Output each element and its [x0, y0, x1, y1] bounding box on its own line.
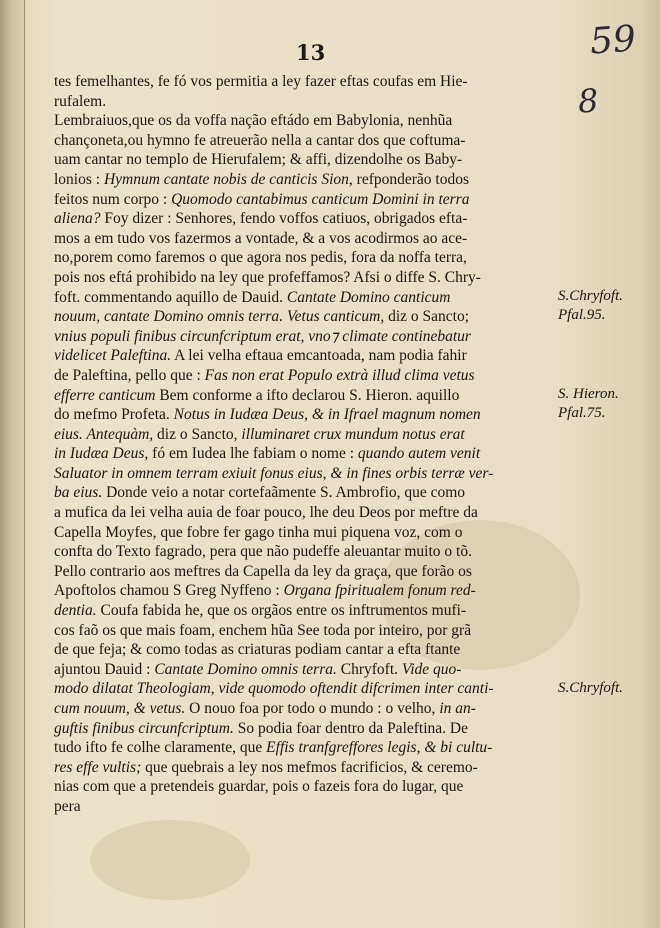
text-run: no,porem como faremos o que agora nos pedis, fora da noffa terra, — [54, 249, 467, 267]
margin-note: Pfal.75. — [558, 405, 606, 422]
latin-quotation: Cantate Domino omnis terra. — [154, 660, 337, 678]
text-run: Lembraiuos,que os da voffa nação eftádo em Babylonia, nenhũa — [54, 112, 453, 130]
text-line — [54, 523, 554, 543]
text-line — [54, 562, 554, 582]
handwritten-mark: 8 — [576, 81, 600, 121]
text-line — [54, 601, 554, 621]
text-line — [54, 327, 554, 347]
latin-quotation: Fas non erat Populo extrà illud clima vetus — [204, 366, 475, 384]
text-run: Capella Moyfes, que fobre fer gago tinha mui piquena voz, com o — [54, 523, 463, 541]
latin-quotation: Quomodo cantabimus canticum Domini in terra — [171, 190, 470, 208]
text-run: , refponderão todos — [348, 170, 469, 188]
latin-quotation: eius. Antequàm, — [54, 425, 154, 443]
text-line — [54, 758, 554, 778]
latin-quotation: dentia. — [54, 602, 97, 620]
text-run: que quebrais a ley nos mefmos facrificios, & ceremo- — [141, 758, 478, 776]
text-line — [54, 288, 554, 308]
text-run: fó em Iudea lhe fabiam o nome : — [148, 445, 358, 463]
text-line — [54, 738, 554, 758]
text-run: mos a em tudo vos fazermos a vontade, & a vos acodirmos ao ace- — [54, 229, 468, 247]
text-line — [54, 679, 554, 699]
text-run: foft. commentando aquillo de Dauid. — [54, 288, 287, 306]
text-line — [54, 386, 554, 406]
text-line — [54, 131, 554, 151]
text-line — [54, 72, 554, 92]
text-line — [54, 405, 554, 425]
latin-quotation: Organa fpiritualem fonum red- — [283, 582, 476, 600]
text-run: de que feja; & como todas as criaturas podiam cantar a efta ftante — [54, 641, 461, 659]
text-line — [54, 248, 554, 268]
text-run: Pello contrario aos meftres da Capella da ley da graça, que forão os — [54, 562, 472, 580]
text-run: do mefmo Profeta. — [54, 406, 174, 424]
text-line — [54, 92, 554, 112]
text-line — [54, 170, 554, 190]
text-run: Bem conforme a ifto declarou S. Hieron. aquillo — [155, 386, 460, 404]
text-run: diz o Sancto, — [153, 425, 242, 443]
latin-quotation: efferre canticum — [54, 386, 156, 404]
latin-quotation: Notus in Iudæa Deus, & in Ifrael magnum nomen — [173, 406, 481, 424]
text-run: O nouo foa por todo o mundo : o velho, — [185, 700, 440, 717]
margin-note: S.Chryfoft. — [558, 679, 624, 696]
body-text — [54, 72, 554, 817]
latin-quotation: ba eius. — [54, 484, 103, 502]
latin-quotation: Saluator in omnem terram exiuit fonus eius, & in fines orbis terræ ver- — [54, 464, 494, 482]
text-line — [54, 483, 554, 503]
text-run: Chryfoft. — [336, 660, 402, 678]
handwritten-folio-number: 59 — [588, 18, 638, 63]
text-line — [54, 150, 554, 170]
text-run: chançoneta,ou hymno fe atreuerão nella a cantar dos que coftuma- — [54, 131, 466, 149]
text-line — [54, 797, 554, 817]
text-run: Apoftolos chamou S Greg Nyffeno : — [54, 582, 284, 600]
text-line — [54, 660, 554, 680]
text-run: ajuntou Dauid : — [54, 660, 155, 678]
text-run: de Paleftina, pello que : — [54, 366, 205, 384]
text-line — [54, 719, 554, 739]
text-line — [54, 190, 554, 210]
paper-stain — [90, 820, 250, 900]
text-line — [54, 307, 554, 327]
text-line — [54, 209, 554, 229]
latin-quotation: Cantate Domino canticum — [286, 288, 451, 306]
latin-quotation: aliena? — [54, 210, 101, 228]
margin-note: S. Hieron. — [558, 385, 619, 402]
latin-quotation: nouum, cantate Domino omnis terra. Vetus canticum — [54, 308, 381, 326]
text-line — [54, 111, 554, 131]
latin-quotation: videlicet Paleftina. — [54, 347, 172, 365]
latin-quotation: guftis finibus circunfcriptum. — [54, 719, 234, 737]
latin-quotation: quando autem venit — [357, 445, 481, 463]
margin-note: Pfal.95. — [558, 307, 606, 324]
text-run: tudo ifto fe colhe claramente, que — [54, 739, 267, 757]
text-line — [54, 581, 554, 601]
text-run: confta do Texto fagrado, pera que não pudeffe aleuantar muito o tõ. — [54, 543, 472, 561]
page-number: 13 — [296, 40, 326, 65]
latin-quotation: Effis tranfgreffores legis, & bi cultu- — [266, 739, 493, 757]
text-run: Coufa fabida he, que os orgãos entre os inftrumentos mufi- — [96, 602, 467, 620]
latin-quotation: modo dilatat Theologiam, vide quomodo oftendit difcrimen inter canti- — [54, 680, 494, 698]
text-line — [54, 346, 554, 366]
latin-quotation: in Iudæa Deus, — [54, 445, 149, 463]
text-line — [54, 425, 554, 445]
text-line — [54, 229, 554, 249]
latin-quotation: illuminaret crux mundum notus erat — [241, 425, 465, 443]
text-run: A lei velha eftaua emcantoada, nam podia fahir — [171, 347, 467, 365]
text-run: pera — [54, 797, 81, 815]
text-run: lonios : — [54, 170, 104, 188]
text-run: uam cantar no templo de Hierufalem; & affi, dizendolhe os Baby- — [54, 151, 463, 169]
text-line — [54, 699, 554, 719]
text-run: So podia foar dentro da Paleftina. De — [233, 719, 468, 737]
text-line — [54, 268, 554, 288]
latin-quotation: Hymnum cantate nobis de canticis Sion — [103, 170, 349, 188]
text-run: pois nos eftá prohibido na ley que profeffamos? Afsi o diffe S. Chry- — [54, 268, 481, 286]
text-run: feitos num corpo : — [54, 190, 172, 208]
text-line — [54, 640, 554, 660]
text-run: Donde veio a notar cortefaãmente S. Ambrofio, que como — [102, 484, 466, 502]
text-run: , diz o Sancto; — [380, 308, 470, 326]
text-run: cos faõ os que mais foam, enchem hũa See toda por inteiro, por grã — [54, 621, 472, 639]
gutter-line — [24, 0, 25, 928]
latin-quotation: Vide quo- — [401, 660, 462, 678]
text-line — [54, 464, 554, 484]
text-run: nias com que a pretendeis guardar, pois o fazeis fora do lugar, que — [54, 778, 464, 796]
text-line — [54, 503, 554, 523]
text-run: tes femelhantes, fe fó vos permitia a ley fazer eftas coufas em Hie- — [54, 73, 468, 90]
latin-quotation: in an- — [439, 700, 476, 717]
latin-quotation: res effe vultis; — [54, 758, 142, 776]
text-line — [54, 444, 554, 464]
text-line — [54, 777, 554, 797]
text-run: rufalem. — [54, 92, 107, 110]
text-line — [54, 366, 554, 386]
text-line — [54, 621, 554, 641]
text-line — [54, 542, 554, 562]
text-run: a mufica da lei velha auia de foar pouco, lhe deu Deos por meftre da — [54, 504, 478, 522]
text-run: Foy dizer : Senhores, fendo voffos catiuos, obrigados efta- — [100, 210, 468, 228]
latin-quotation: vnius populi finibus circunfcriptum erat, vno⁊ climate continebatur — [54, 327, 471, 345]
margin-note: S.Chryfoft. — [558, 287, 624, 304]
book-spine — [0, 0, 26, 928]
latin-quotation: cum nouum, & vetus. — [54, 700, 186, 717]
